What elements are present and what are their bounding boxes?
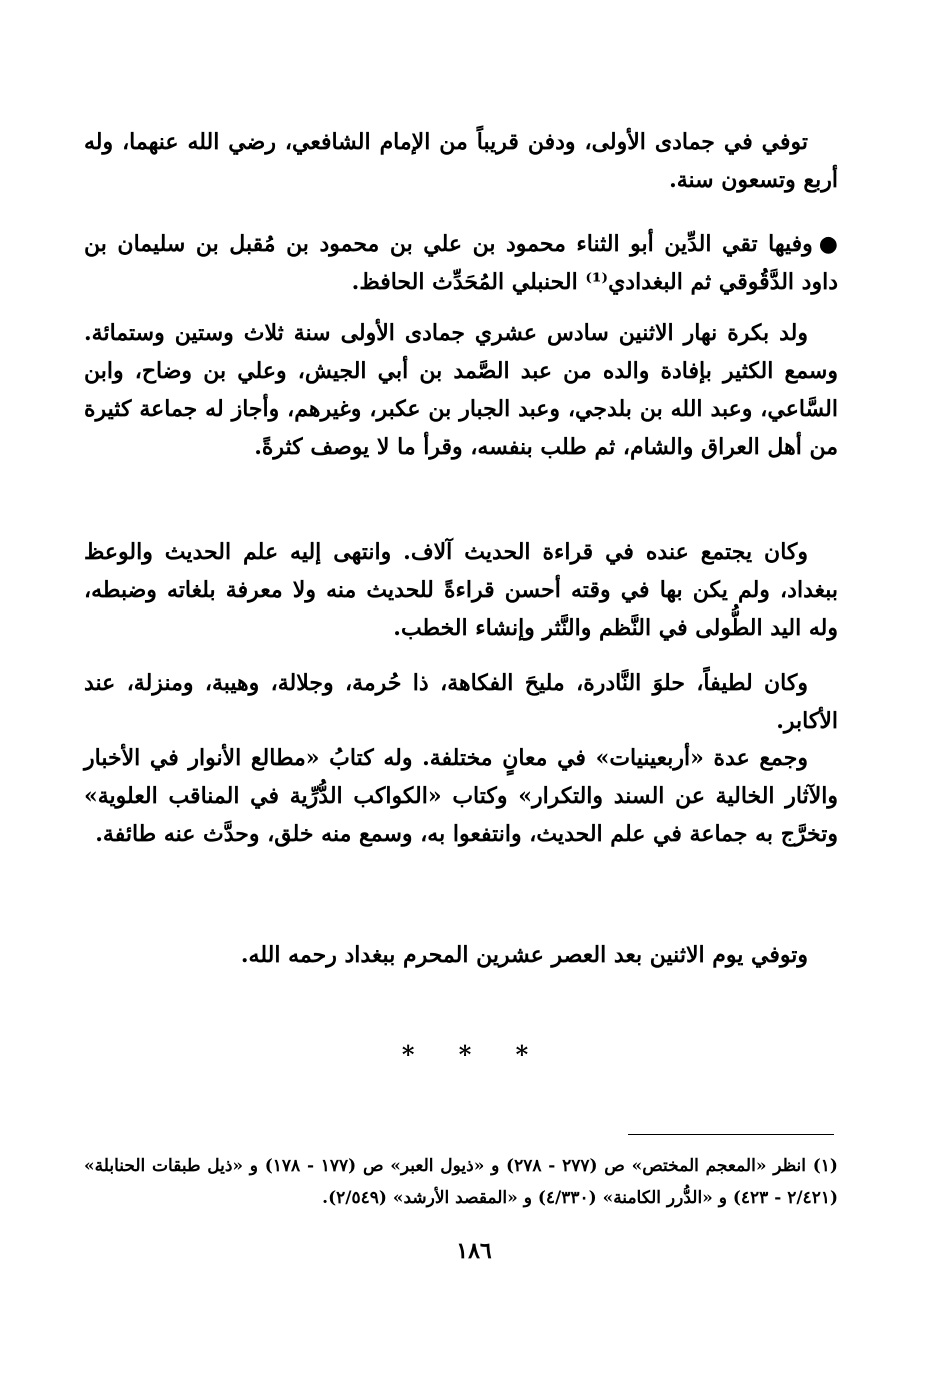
paragraph-death: [84, 936, 838, 974]
paragraph-character: [84, 664, 838, 740]
bullet-icon: ●: [818, 231, 838, 257]
footnote: [84, 1150, 838, 1214]
paragraph-text: وكان لطيفاً، حلوَ النَّادرة، مليحَ الفكاهة، ذا حُرمة، وجلالة، وهيبة، ومنزلة، عند الأكابر.: [84, 670, 838, 734]
paragraph-death-note: [84, 123, 838, 199]
paragraph-text: ولد بكرة نهار الاثنين سادس عشري جمادى الأولى سنة ثلاث وستين وستمائة. وسمع الكثير بإفادة والده من عبد الصَّمد بن أبي الجيش، وعلي بن وضاح، وابن السَّاعي، وعبد الله بن بلدجي، وعبد الجبار بن عكبر، وغيرهم، وأجاز له جماعة كثيرة من أهل العراق والشام، ثم طلب بنفسه، وقرأ ما لا يوصف كثرةً.: [84, 320, 838, 460]
section-separator: * * *: [401, 1040, 547, 1069]
footnote-divider: [628, 1134, 834, 1135]
paragraph-text: وتوفي يوم الاثنين بعد العصر عشرين المحرم ببغداد رحمه الله.: [240, 942, 808, 968]
paragraph-birth-and-teachers: [84, 314, 838, 466]
paragraph-biography-intro: [84, 225, 838, 301]
paragraph-works: [84, 739, 838, 853]
paragraph-text: وفيها تقي الدِّين أبو الثناء محمود بن علي بن محمود بن مُقبل بن سليمان بن داود الدَّقُوقي ثم البغدادي⁽¹⁾ الحنبلي المُحَدِّث الحافظ.: [84, 231, 838, 295]
page-number: ١٨٦: [456, 1238, 492, 1264]
footnote-text: (١) انظر «المعجم المختص» ص (٢٧٧ - ٢٧٨) و «ذيول العبر» ص (١٧٧ - ١٧٨) و «ذيل طبقات الحنابلة» (٢/٤٢١ - ٤٢٣) و «الدُّرر الكامنة» (٤/٣٣٠) و «المقصد الأرشد» (٢/٥٤٩).: [84, 1156, 838, 1208]
paragraph-text: توفي في جمادى الأولى، ودفن قريباً من الإمام الشافعي، رضي الله عنهما، وله أربع وتسعون سنة.: [84, 129, 838, 193]
paragraph-text: وجمع عدة «أربعينيات» في معانٍ مختلفة. وله كتابُ «مطالع الأنوار في الأخبار والآثار الخالية عن السند والتكرار» وكتاب «الكواكب الدُّرِّية في المناقب العلوية» وتخرَّج به جماعة في علم الحديث، وانتفعوا به، وسمع منه خلق، وحدَّث عنه طائفة.: [84, 745, 838, 847]
paragraph-scholarship: [84, 533, 838, 647]
paragraph-text: وكان يجتمع عنده في قراءة الحديث آلاف. وانتهى إليه علم الحديث والوعظ ببغداد، ولم يكن بها في وقته أحسن قراءةً للحديث منه ولا معرفة بلغاته وضبطه، وله اليد الطُّولى في النَّظم والنَّثر وإنشاء الخطب.: [84, 539, 838, 641]
